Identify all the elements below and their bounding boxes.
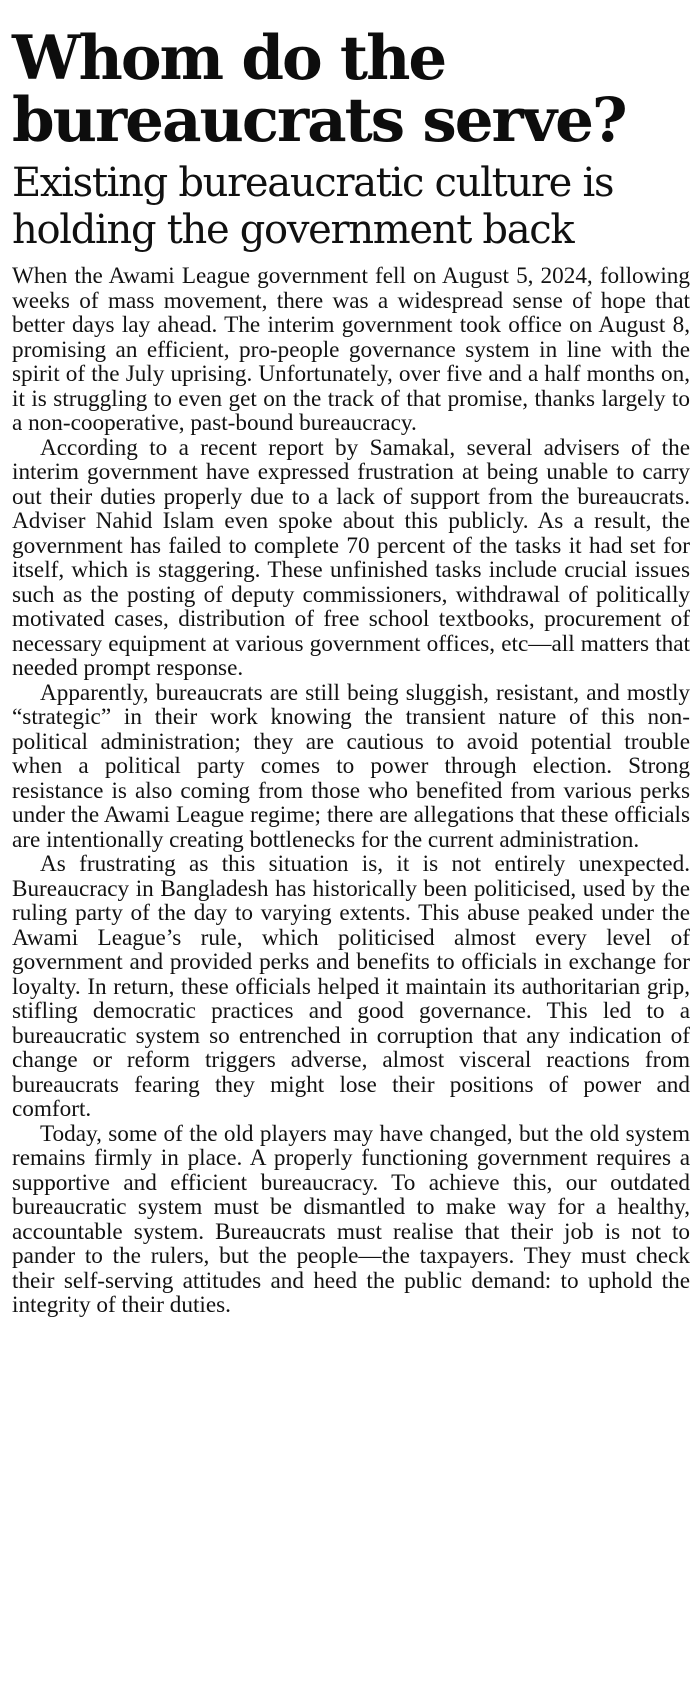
article-body — [12, 264, 690, 1318]
paragraph-3: Apparently, bureaucrats are still being sluggish, resistant, and mostly “strategic” in their work knowing the transient nature of this non-political administration; they are cautious to avoid potential trouble when a political party comes to power through election. Strong resistance is also coming from those who benefited from various perks under the Awami League regime; there are allegations that these officials are intentionally creating bottlenecks for the current administration. — [12, 679, 690, 853]
paragraph-5: Today, some of the old players may have changed, but the old system remains firmly in place. A properly functioning government requires a supportive and efficient bureaucracy. To achieve this, our outdated bureaucratic system must be dismantled to make way for a healthy, accountable system. Bureaucrats must realise that their job is not to pander to the rulers, but the people—the taxpayers. They must check their self-serving attitudes and heed the public demand: to uphold the integrity of their duties. — [12, 1120, 690, 1318]
article — [12, 23, 690, 1318]
headline: Whom do the bureaucrats serve? — [12, 23, 626, 156]
paragraph-1: When the Awami League government fell on August 5, 2024, following weeks of mass movement, there was a widespread sense of hope that better days lay ahead. The interim government took office on August 8, promising an efficient, pro-people governance system in line with the spirit of the July uprising. Unfortunately, over five and a half months on, it is struggling to even get on the track of that promise, thanks largely to a non-cooperative, past-bound bureaucracy. — [12, 263, 690, 436]
subheadline: Existing bureaucratic culture is holding the government back — [12, 160, 614, 253]
paragraph-2: According to a recent report by Samakal, several advisers of the interim government have expressed frustration at being unable to carry out their duties properly due to a lack of support from the bureaucrats. Adviser Nahid Islam even spoke about this publicly. As a result, the government has failed to complete 70 percent of the tasks it had set for itself, which is staggering. These unfinished tasks include crucial issues such as the posting of deputy commissioners, withdrawal of politically motivated cases, distribution of free school textbooks, procurement of necessary equipment at various government offices, etc—all matters that needed prompt response. — [12, 434, 690, 681]
paragraph-4: As frustrating as this situation is, it is not entirely unexpected. Bureaucracy in Bangladesh has historically been politicised, used by the ruling party of the day to varying extents. This abuse peaked under the Awami League’s rule, which politicised almost every level of government and provided perks and benefits to officials in exchange for loyalty. In return, these officials helped it maintain its authoritarian grip, stifling democratic practices and good governance. This led to a bureaucratic system so entrenched in corruption that any indication of change or reform triggers adverse, almost visceral reactions from bureaucrats fearing they might lose their positions of power and comfort. — [12, 851, 690, 1122]
